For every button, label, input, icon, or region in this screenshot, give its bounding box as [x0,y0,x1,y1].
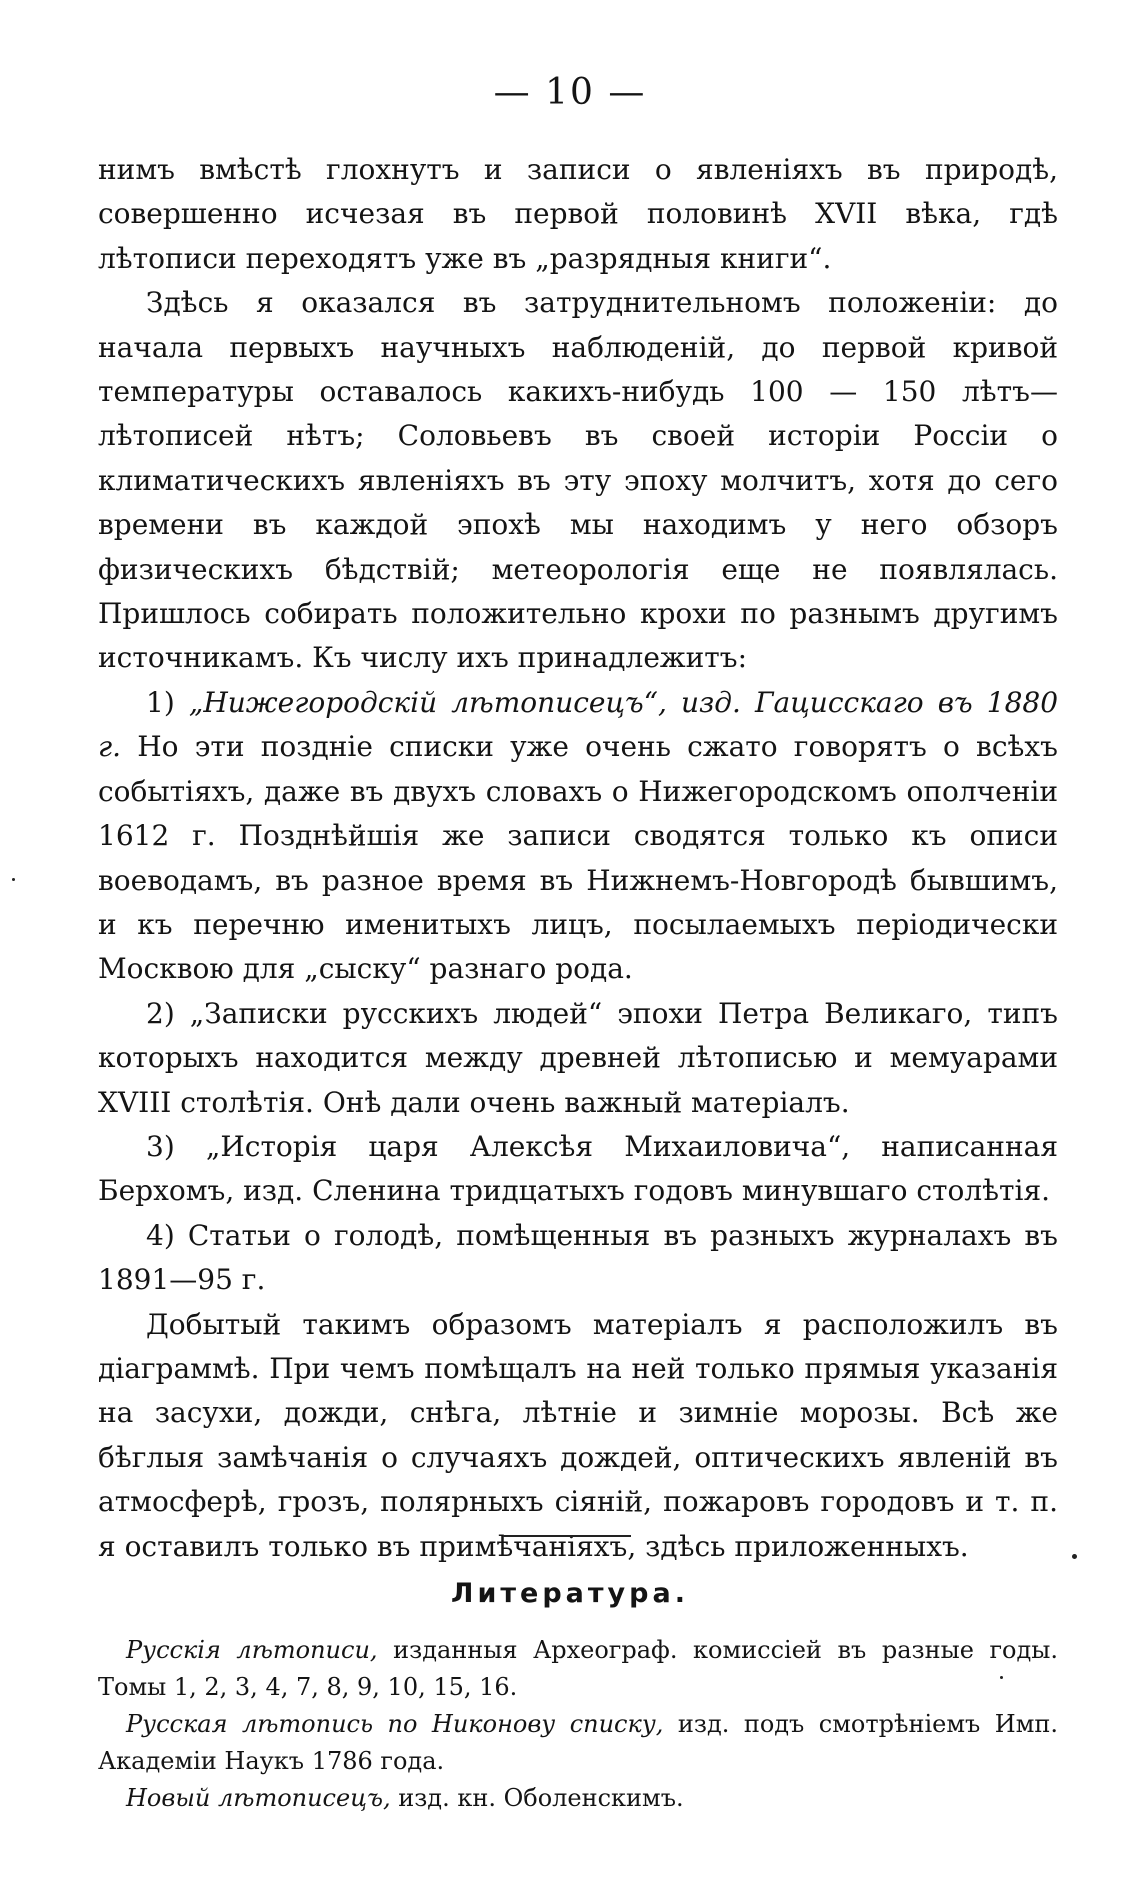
list-item-1-number: 1) [146,685,189,719]
reference-1-text: изданныя Археограф. комиссіей въ разные годы. Томы 1, 2, 3, 4, 7, 8, 9, 10, 15, 16. [98,1636,1058,1701]
list-item-1-text: Но эти поздніе списки уже очень сжато говорятъ о всѣхъ событіяхъ, даже въ двухъ словахъ о Нижегородскомъ ополченіи 1612 г. Позднѣйшія же записи сводятся только къ описи воеводамъ, въ разное время въ Нижнемъ-Новгородѣ бывшимъ, и къ перечню именитыхъ лицъ, посылаемыхъ періодически Москвою для „сыску“ разнаго рода. [98,730,1058,986]
list-item-4: 4) Статьи о голодѣ, помѣщенныя въ разныхъ журналахъ въ 1891—95 г. [98,1218,1058,1297]
paragraph-diagram: Добытый такимъ образомъ матеріалъ я расположилъ въ діаграммѣ. При чемъ помѣщалъ на ней только прямыя указанія на засухи, дожди, снѣга, лѣтніе и зимніе морозы. Всѣ же бѣглыя замѣчанія о случаяхъ дождей, оптическихъ явленій въ атмосферѣ, грозъ, полярныхъ сіяній, пожаровъ городовъ и т. п. я оставилъ только въ примѣчаніяхъ, здѣсь приложенныхъ. [98,1307,1058,1563]
literature-heading: Литература. [451,1578,689,1609]
literature-list [98,1632,1058,1817]
reference-3-title: Новый лѣтописецъ, [126,1784,391,1812]
reference-1-title: Русскія лѣтописи, [126,1636,378,1664]
print-speck [1072,1554,1077,1559]
reference-3-text: изд. кн. Оболенскимъ. [390,1784,684,1812]
print-speck [12,878,15,881]
list-item-3: 3) „Исторія царя Алексѣя Михаиловича“, написанная Берхомъ, изд. Сленина тридцатыхъ годовъ минувшаго столѣтія. [98,1129,1058,1208]
list-item-1 [98,681,1058,992]
reference-2-title: Русская лѣтопись по Никонову списку, [126,1710,664,1738]
reference-3 [98,1780,1058,1817]
list-item-1-title: „Нижегородскій лѣтописецъ“, изд. Гацисскаго въ 1880 г. [98,685,1059,764]
paragraph-sources-intro: Здѣсь я оказался въ затруднительномъ положеніи: до начала первыхъ научныхъ наблюденій, до первой кривой температуры оставалось какихъ-нибудь 100 — 150 лѣтъ—лѣтописей нѣтъ; Соловьевъ въ своей исторіи Россіи о климатическихъ явленіяхъ въ эту эпоху молчитъ, хотя до сего времени въ каждой эпохѣ мы находимъ у него обзоръ физическихъ бѣдствій; метеорологія еще не появлялась. Пришлось собирать положительно крохи по разнымъ другимъ источникамъ. Къ числу ихъ принадлежитъ: [98,286,1058,675]
reference-2-text: изд. подъ смотрѣніемъ Имп. Академіи Наукъ 1786 года. [98,1710,1058,1775]
reference-1 [98,1632,1058,1706]
reference-2 [98,1706,1058,1780]
section-divider [503,1535,631,1537]
page-number: — 10 — [493,72,647,113]
paragraph-continuation: нимъ вмѣстѣ глохнутъ и записи о явленіяхъ въ природѣ, совершенно исчезая въ первой половинѣ XVII вѣка, гдѣ лѣтописи переходятъ уже въ „разрядныя книги“. [98,153,1058,275]
main-text [98,148,1058,1569]
list-item-2: 2) „Записки русскихъ людей“ эпохи Петра Великаго, типъ которыхъ находится между древней лѣтописью и мемуарами XVIII столѣтія. Онѣ дали очень важный матеріалъ. [98,996,1058,1119]
